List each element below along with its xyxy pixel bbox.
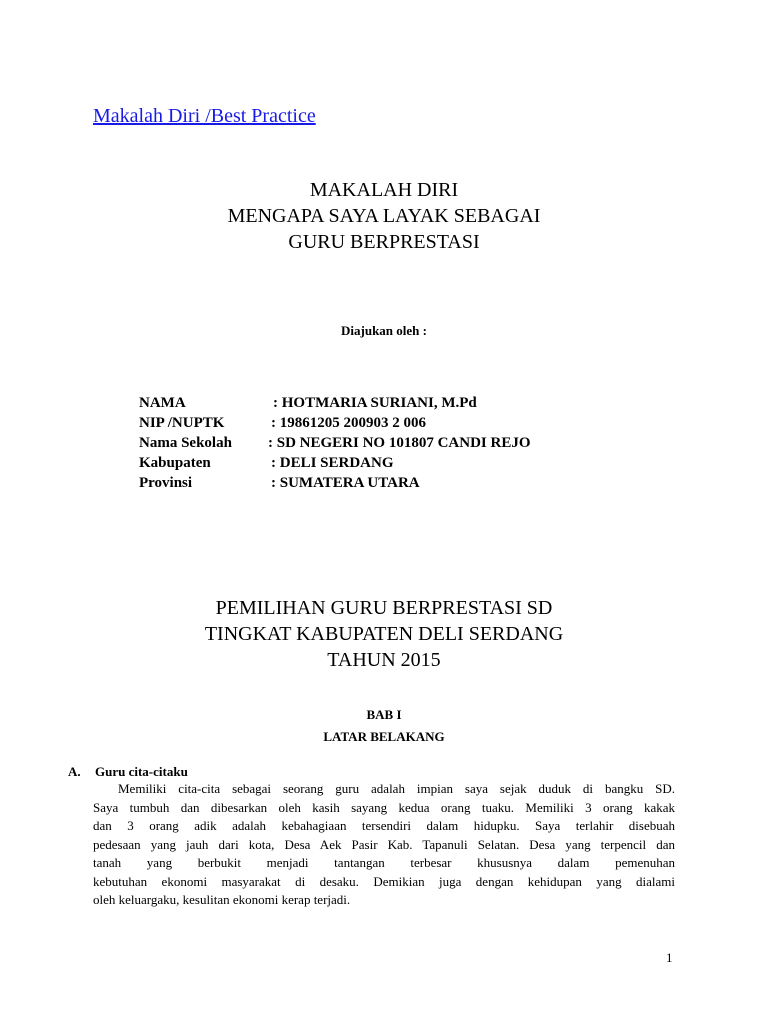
identity-value: : SD NEGERI NO 101807 CANDI REJO [268,435,531,451]
identity-value: : HOTMARIA SURIANI, M.Pd [273,395,477,411]
identity-label: NIP /NUPTK [139,415,225,431]
chapter-number: BAB I [366,707,402,722]
section-heading [68,764,188,780]
paragraph-line: Memiliki cita-cita sebagai seorang guru adalah impian saya sejak duduk di bangku SD. [118,781,675,796]
event-heading [0,595,768,673]
event-line-2: TINGKAT KABUPATEN DELI SERDANG [204,623,564,645]
identity-label: NAMA [139,395,186,411]
page-number: 1 [666,950,673,965]
chapter-heading [0,704,768,748]
document-title [0,177,768,255]
identity-value: : DELI SERDANG [271,455,394,471]
title-line-3: GURU BERPRESTASI [288,231,480,253]
identity-value: : 19861205 200903 2 006 [271,415,426,431]
submitted-by-label: Diajukan oleh : [341,323,427,338]
paragraph-line: Saya tumbuh dan dibesarkan oleh kasih sayang kedua orang tuaku. Memiliki 3 orang kakak [93,799,675,815]
title-line-1: MAKALAH DIRI [309,179,459,201]
header-link[interactable]: Makalah Diri /Best Practice [93,105,316,127]
identity-value: : SUMATERA UTARA [271,475,420,491]
identity-label: Nama Sekolah [139,435,232,451]
paragraph-line: dan 3 orang adik adalah kebahagiaan tersendiri dalam hidupku. Saya terlahir disebuah [93,818,675,833]
section-title: Guru cita-citaku [95,764,188,779]
paragraph-line: pedesaan yang jauh dari kota, Desa Aek Pasir Kab. Tapanuli Selatan. Desa yang terpencil dan [93,836,675,852]
event-line-1: PEMILIHAN GURU BERPRESTASI SD [215,597,553,619]
chapter-title: LATAR BELAKANG [323,729,445,744]
paragraph-line: tanah yang berbukit menjadi tantangan terbesar khususnya dalam pemenuhan [93,855,675,870]
event-line-3: TAHUN 2015 [327,649,441,671]
paragraph-line: oleh keluargaku, kesulitan ekonomi kerap terjadi. [93,892,351,907]
identity-label: Kabupaten [139,455,211,471]
title-line-2: MENGAPA SAYA LAYAK SEBAGAI [227,205,541,227]
identity-label: Provinsi [139,475,193,491]
section-letter: A. [68,764,81,779]
body-paragraph [93,780,675,910]
paragraph-line: kebutuhan ekonomi masyarakat di desaku. Demikian juga dengan kehidupan yang dialami [93,873,675,889]
